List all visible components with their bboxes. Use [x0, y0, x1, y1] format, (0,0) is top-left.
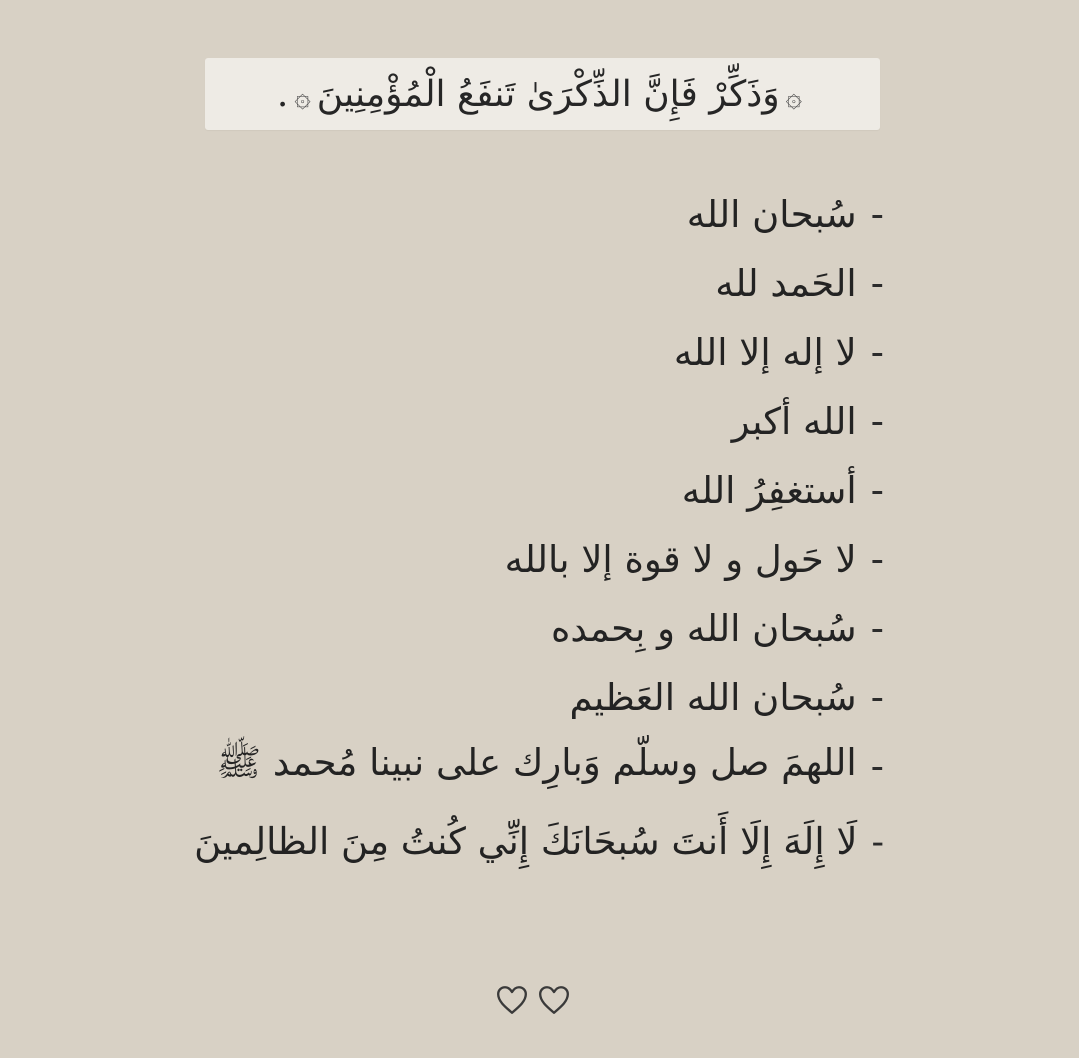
verse-text: وَذَكِّرْ فَإِنَّ الذِّكْرَىٰ تَنفَعُ الْمُؤْمِنِينَ	[316, 73, 780, 115]
list-item	[164, 732, 884, 801]
list-item-text: سُبحان الله	[686, 193, 857, 236]
list-item	[164, 318, 884, 387]
footer-hearts	[495, 983, 571, 1017]
list-item-text: لا حَول و لا قوة إلا بالله	[504, 538, 857, 581]
list-dash: -	[870, 262, 884, 305]
list-item	[164, 525, 884, 594]
list-item	[164, 387, 884, 456]
list-dash: -	[871, 820, 884, 863]
list-item	[164, 807, 884, 876]
list-item-text: الحَمد لله	[715, 262, 857, 305]
list-item-text: لَا إِلَهَ إِلَا أَنتَ سُبحَانَكَ إِنِّي كُنتُ مِنَ الظالِمينَ	[194, 820, 858, 863]
list-dash: -	[870, 538, 884, 581]
heart-outline-icon	[495, 983, 529, 1017]
list-item	[164, 594, 884, 663]
verse-text-line	[277, 74, 808, 115]
list-item-text: سُبحان الله العَظيم	[569, 676, 857, 719]
list-item-text: سُبحان الله و بِحمده	[550, 607, 857, 650]
list-dash: -	[870, 676, 884, 719]
list-dash: -	[870, 607, 884, 650]
list-dash: -	[870, 745, 884, 788]
list-item	[164, 249, 884, 318]
list-item	[164, 180, 884, 249]
list-dash: -	[870, 331, 884, 374]
left-ornament-icon: ۞	[294, 79, 311, 113]
list-item-text: اللهمَ صل وسلّم وَبارِك على نبينا مُحمد ﷺ	[216, 740, 857, 784]
list-dash: -	[870, 469, 884, 512]
list-item	[164, 663, 884, 732]
list-item	[164, 456, 884, 525]
right-ornament-icon: ۞	[785, 79, 803, 113]
dhikr-list	[164, 180, 884, 876]
list-item-text: لا إله إلا الله	[673, 331, 857, 374]
list-item-text: أستغفِرُ الله	[681, 469, 857, 512]
list-dash: -	[870, 400, 884, 443]
verse-end-mark: .	[276, 73, 289, 115]
verse-banner	[205, 58, 880, 130]
heart-outline-icon	[537, 983, 571, 1017]
list-dash: -	[870, 193, 884, 236]
list-item-text: الله أكبر	[731, 400, 857, 443]
